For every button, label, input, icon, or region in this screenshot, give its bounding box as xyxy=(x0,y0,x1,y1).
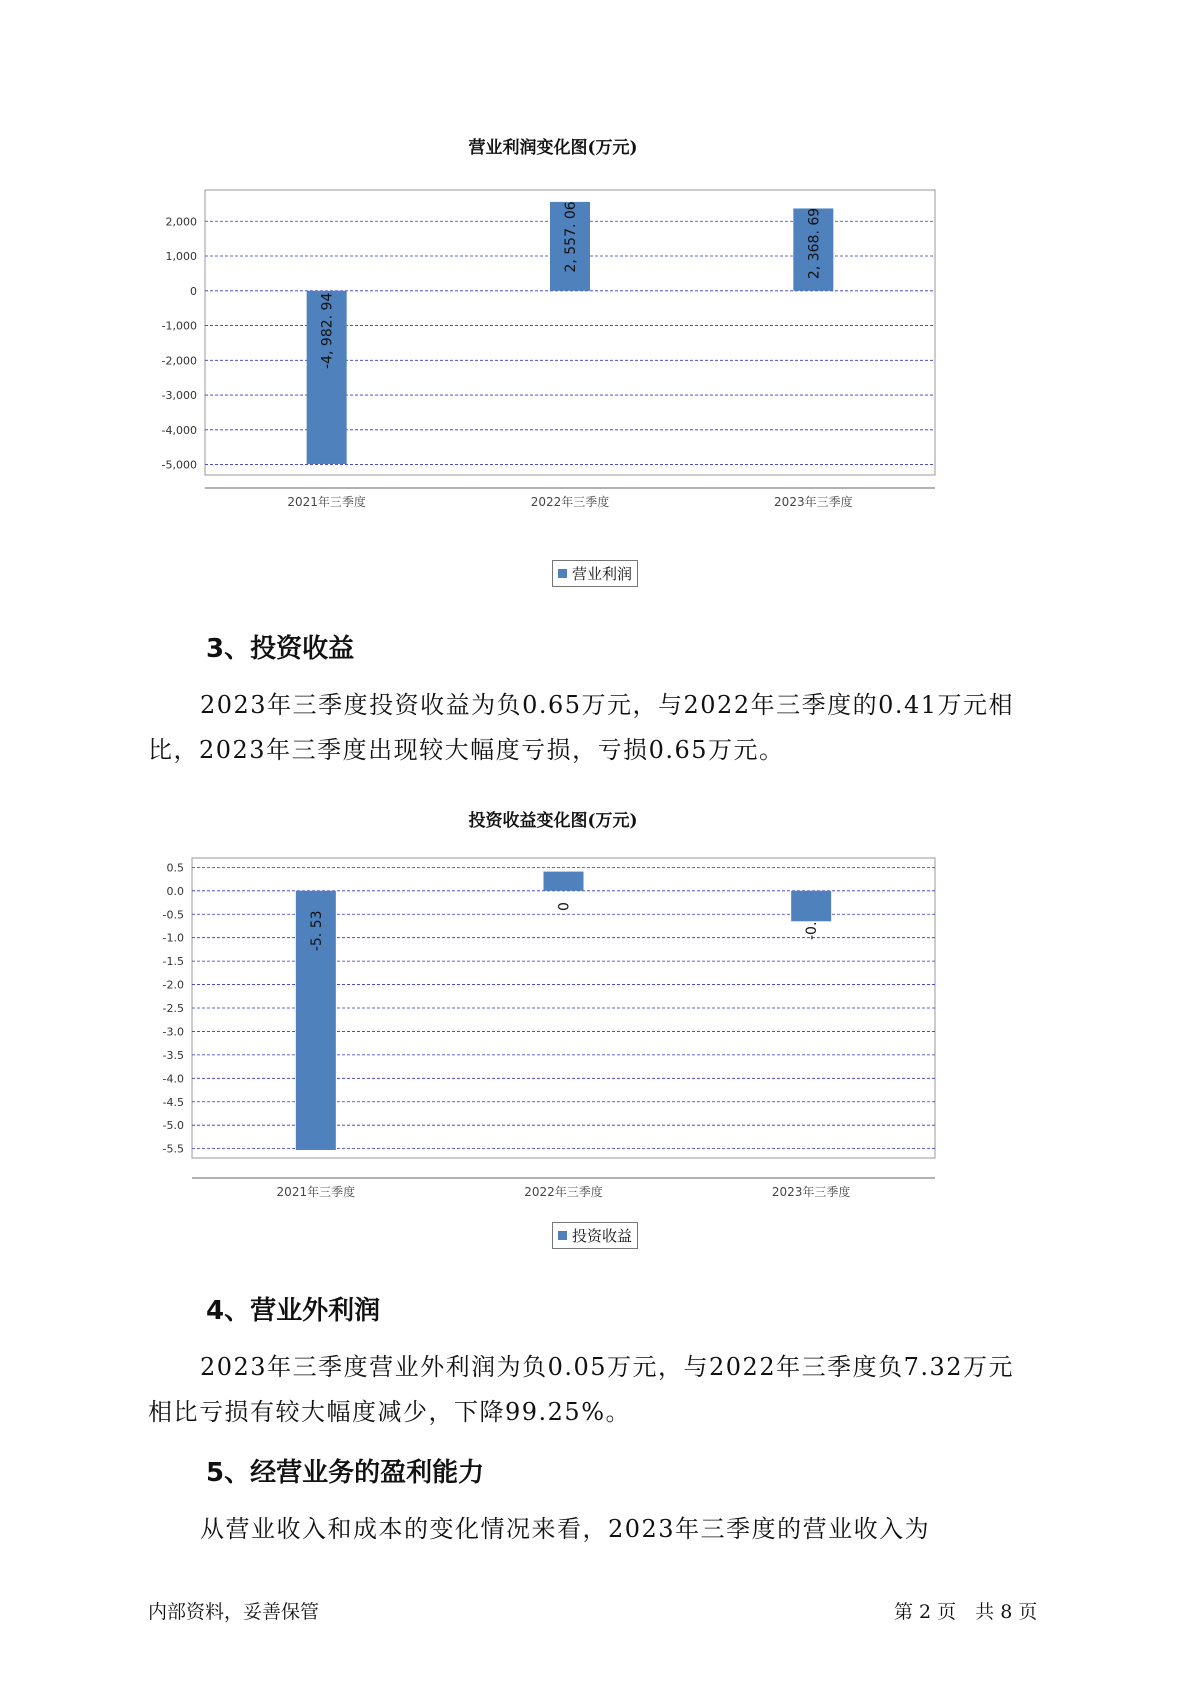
y-tick-label: 0.0 xyxy=(166,884,184,898)
chart-title: 营业利润变化图(万元) xyxy=(468,138,638,158)
y-tick-label: 2,000 xyxy=(165,215,197,229)
x-tick-label: 2023年三季度 xyxy=(771,1185,851,1199)
investment-income-chart xyxy=(150,838,950,1208)
section-heading: 3、投资收益 xyxy=(206,634,355,664)
footer-page-number: 第 2 页 共 8 页 xyxy=(894,1601,1038,1623)
footer-left: 内部资料，妥善保管 xyxy=(148,1601,320,1623)
y-tick-label: 0.5 xyxy=(166,861,184,875)
chart-legend xyxy=(552,1222,638,1249)
x-tick-label: 2023年三季度 xyxy=(774,495,853,509)
paragraph-line: 从营业收入和成本的变化情况来看，2023年三季度的营业收入为 xyxy=(200,1515,931,1543)
bar xyxy=(544,872,584,891)
legend-label: 投资收益 xyxy=(572,1227,633,1245)
y-tick-label: -5.5 xyxy=(162,1142,184,1156)
y-tick-label: -4.0 xyxy=(162,1072,184,1086)
y-tick-label: -1.0 xyxy=(162,931,184,945)
paragraph-line: 2023年三季度营业外利润为负0.05万元，与2022年三季度负7.32万元 xyxy=(200,1353,1015,1381)
section-heading: 4、营业外利润 xyxy=(206,1296,381,1326)
y-tick-label: -5.0 xyxy=(162,1119,184,1133)
operating-profit-chart xyxy=(150,165,950,515)
y-tick-label: -2.0 xyxy=(162,978,184,992)
legend-swatch xyxy=(558,569,567,578)
data-label: 2, 557. 06 xyxy=(563,201,579,273)
y-tick-label: 1,000 xyxy=(165,250,197,264)
y-tick-label: -0.5 xyxy=(162,908,184,922)
legend-label: 营业利润 xyxy=(572,565,633,583)
data-label: -5. 53 xyxy=(308,910,325,952)
legend-swatch xyxy=(558,1231,567,1240)
y-tick-label: -3.0 xyxy=(162,1025,184,1039)
x-tick-label: 2022年三季度 xyxy=(524,1185,603,1199)
y-tick-label: -4,000 xyxy=(161,423,197,437)
x-tick-label: 2022年三季度 xyxy=(530,495,610,509)
x-tick-label: 2021年三季度 xyxy=(287,495,366,509)
y-tick-label: 0 xyxy=(190,284,197,298)
section-heading: 5、经营业务的盈利能力 xyxy=(206,1458,485,1488)
paragraph-line: 2023年三季度投资收益为负0.65万元，与2022年三季度的0.41万元相 xyxy=(200,691,1015,719)
data-label: 0 xyxy=(556,902,573,912)
y-tick-label: -5,000 xyxy=(161,458,197,472)
paragraph-line: 比，2023年三季度出现较大幅度亏损，亏损0.65万元。 xyxy=(148,736,785,764)
y-tick-label: -3.5 xyxy=(162,1048,184,1062)
x-tick-label: 2021年三季度 xyxy=(276,1185,356,1199)
y-tick-label: -3,000 xyxy=(161,389,197,403)
bar xyxy=(791,891,831,921)
y-tick-label: -1,000 xyxy=(161,319,197,333)
chart-title: 投资收益变化图(万元) xyxy=(468,811,638,831)
data-label: -4, 982. 94 xyxy=(319,292,336,369)
data-label: 2, 368. 69 xyxy=(806,207,823,280)
chart-legend xyxy=(552,560,638,587)
paragraph-line: 相比亏损有较大幅度减少，下降99.25%。 xyxy=(148,1398,632,1426)
y-tick-label: -2,000 xyxy=(161,354,197,368)
y-tick-label: -2.5 xyxy=(162,1002,184,1015)
y-tick-label: -1.5 xyxy=(162,955,184,969)
data-label: -0. xyxy=(804,921,821,941)
y-tick-label: -4.5 xyxy=(162,1095,184,1109)
